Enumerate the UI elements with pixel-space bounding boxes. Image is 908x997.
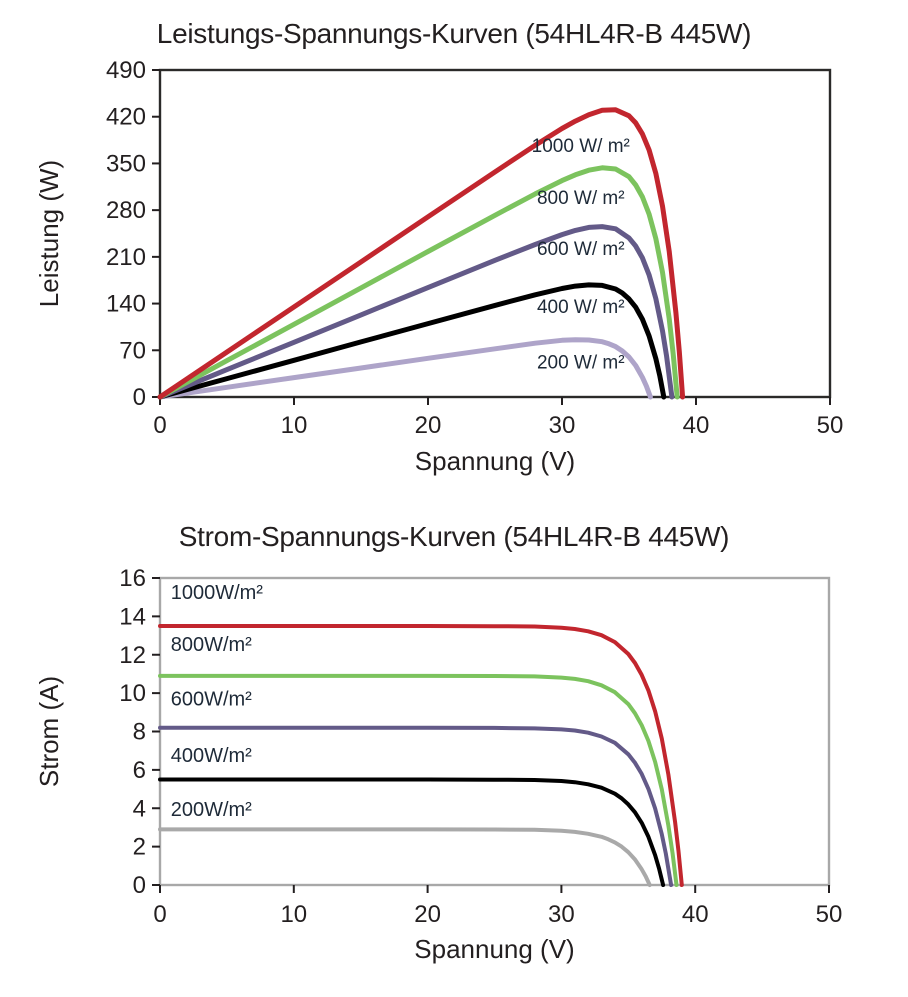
y-axis-label: Leistung (W) <box>34 159 64 308</box>
curve-label-400w: 400W/m² <box>170 745 252 768</box>
curve-label-1000w: 1000W/m² <box>170 582 263 605</box>
y-tick-label: 16 <box>119 565 146 592</box>
curve-label-200w: 200W/m² <box>170 798 252 821</box>
y-tick-label: 420 <box>105 103 146 131</box>
x-axis-label: Spannung (V) <box>414 934 575 964</box>
y-axis-label: Strom (A) <box>34 675 64 788</box>
y-tick-label: 140 <box>105 290 146 318</box>
y-tick-label: 70 <box>119 337 146 365</box>
y-tick-label: 8 <box>132 718 146 746</box>
x-tick-label: 0 <box>153 901 167 928</box>
x-tick-label: 50 <box>815 901 843 928</box>
y-tick-label: 490 <box>105 57 146 84</box>
y-tick-label: 14 <box>119 603 146 631</box>
x-tick-label: 10 <box>280 901 308 928</box>
x-tick-label: 40 <box>681 901 709 928</box>
power-voltage-plot <box>0 55 908 485</box>
x-axis-label: Spannung (V) <box>414 446 576 476</box>
y-tick-label: 210 <box>105 243 146 271</box>
curve-label-800w: 800W/m² <box>170 633 252 656</box>
x-tick-label: 20 <box>414 901 441 928</box>
curve-200w <box>160 829 650 885</box>
curve-label-800w: 800 W/ m² <box>536 188 625 210</box>
x-tick-label: 20 <box>414 412 442 439</box>
current-voltage-plot <box>0 560 908 997</box>
y-tick-label: 0 <box>132 384 146 411</box>
y-tick-label: 2 <box>132 833 146 861</box>
curve-label-400w: 400 W/ m² <box>536 296 625 318</box>
x-tick-label: 30 <box>548 901 575 928</box>
x-tick-label: 10 <box>280 412 308 439</box>
x-tick-label: 0 <box>153 412 167 439</box>
power-voltage-chart-title: Leistungs-Spannungs-Kurven (54HL4R-B 445W) <box>156 18 752 49</box>
curve-label-200w: 200 W/ m² <box>536 352 625 374</box>
x-tick-label: 30 <box>548 412 576 439</box>
curve-label-600w: 600 W/ m² <box>536 238 625 260</box>
y-tick-label: 280 <box>105 197 146 225</box>
y-tick-label: 4 <box>132 795 146 823</box>
curve-label-600w: 600W/m² <box>170 688 252 711</box>
x-tick-label: 40 <box>682 412 710 439</box>
y-tick-label: 10 <box>119 680 146 708</box>
current-voltage-chart-title: Strom-Spannungs-Kurven (54HL4R-B 445W) <box>178 521 730 552</box>
y-tick-label: 12 <box>119 641 146 669</box>
y-tick-label: 6 <box>132 756 146 784</box>
y-tick-label: 0 <box>132 872 146 899</box>
x-tick-label: 50 <box>816 412 844 439</box>
y-tick-label: 350 <box>105 150 146 178</box>
curve-label-1000w: 1000 W/ m² <box>531 136 630 158</box>
